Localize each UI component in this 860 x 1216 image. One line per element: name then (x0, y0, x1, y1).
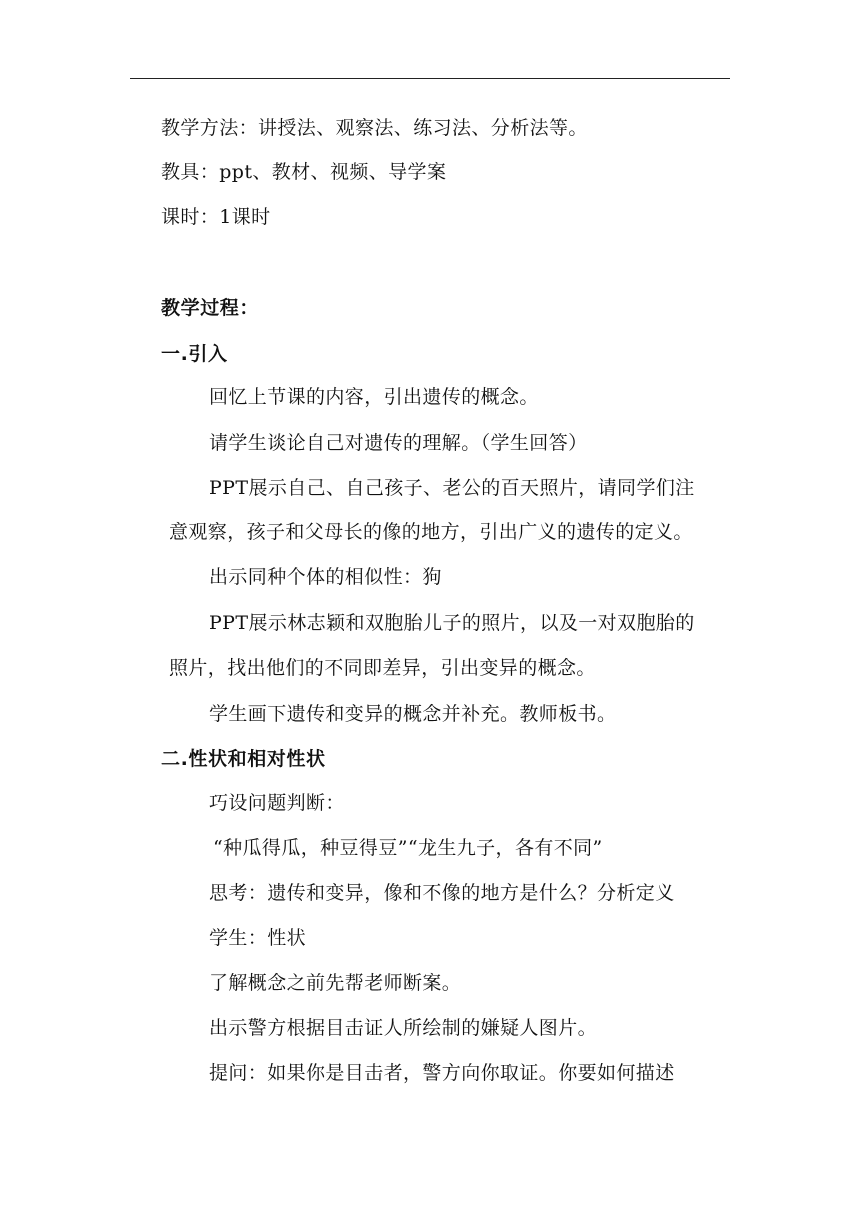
section-1-line: 回忆上节课的内容，引出遗传的概念。 (209, 386, 539, 408)
process-title: 教学过程： (161, 297, 260, 319)
teaching-tools: 教具：ppt、教材、视频、导学案 (161, 161, 447, 183)
section-1-line: 照片，找出他们的不同即差异，引出变异的概念。 (169, 657, 596, 679)
section-1-line: 意观察，孩子和父母长的像的地方，引出广义的遗传的定义。 (169, 521, 693, 543)
section-1-line: PPT展示自己、自己孩子、老公的百天照片，请同学们注 (209, 477, 695, 499)
header-rule (130, 78, 730, 79)
section-2-line: 思考：遗传和变异，像和不像的地方是什么？分析定义 (209, 882, 675, 904)
section-2-line: 学生：性状 (209, 927, 307, 949)
section-2-line: 巧设问题判断： (209, 792, 345, 814)
section-2-line: “种瓜得瓜，种豆得豆”“龙生九子，各有不同” (213, 837, 603, 859)
section-1-line: 请学生谈论自己对遗传的理解。（学生回答） (209, 432, 588, 454)
section-2-line: 了解概念之前先帮老师断案。 (209, 972, 462, 994)
section-2-line: 提问：如果你是目击者，警方向你取证。你要如何描述 (209, 1062, 675, 1084)
section-1-line: PPT展示林志颖和双胞胎儿子的照片，以及一对双胞胎的 (209, 612, 695, 634)
section-1-line: 学生画下遗传和变异的概念并补充。教师板书。 (209, 703, 617, 725)
section-2-line: 出示警方根据目击证人所绘制的嫌疑人图片。 (209, 1017, 598, 1039)
section-2-title: 二.性状和相对性状 (161, 748, 326, 770)
teaching-methods: 教学方法：讲授法、观察法、练习法、分析法等。 (161, 117, 588, 139)
class-duration: 课时：1课时 (161, 206, 271, 228)
section-1-line: 出示同种个体的相似性：狗 (209, 566, 442, 588)
section-1-title: 一.引入 (161, 343, 228, 365)
